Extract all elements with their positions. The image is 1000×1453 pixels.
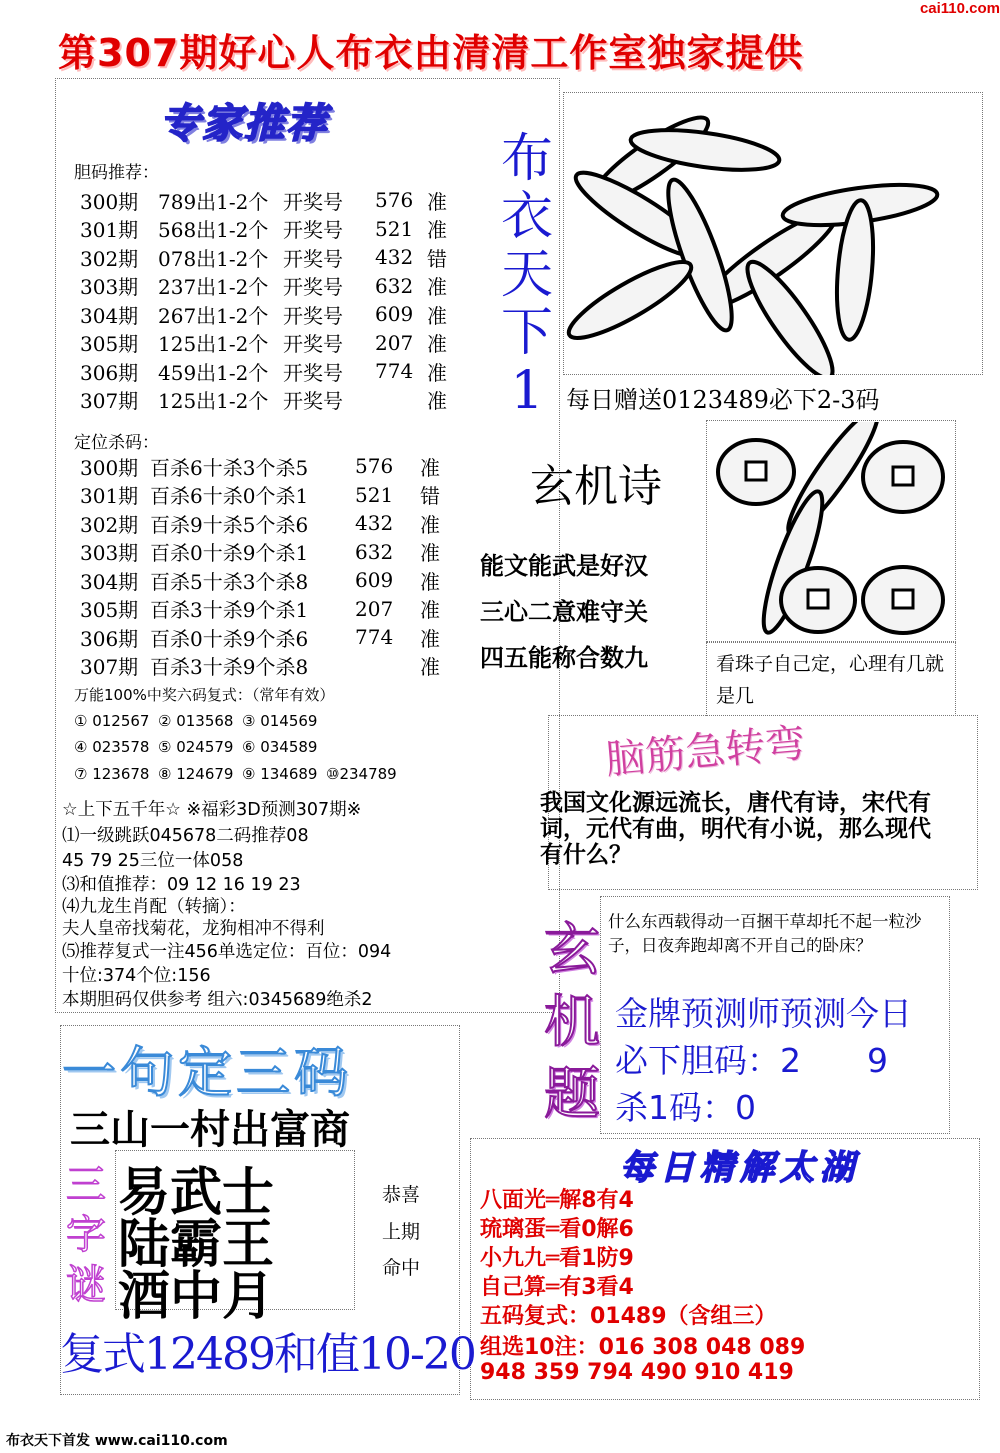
kill-row [80,566,480,595]
history-line: 夫人皇帝找菊花，龙狗相冲不得利 [62,919,325,939]
riddle-word: 酒中月 [118,1266,275,1327]
combo-item: ⑧ 124679 [158,765,234,783]
dan-hint: 078出1-2个 [158,246,269,271]
riddle-word: 陆霸王 [118,1214,275,1275]
riddle-text: 什么东西载得动一百捆干草却托不起一粒沙子，日夜奔跑却离不开自己的卧床？ [608,912,922,955]
bead-note: 看珠子自己定，心理有几就是几 [716,653,945,707]
taihu-line: 五码复式：01489（含组三） [480,1304,777,1329]
taihu-line: 八面光═解8有4 [480,1188,634,1213]
kill-row [80,652,480,681]
coin-hole [893,590,913,608]
kill-row [80,452,480,481]
congrats-text: 恭喜 [382,1184,421,1206]
congrats-text: 命中 [382,1257,421,1279]
footer-text: 布衣天下首发 www.cai110.com [6,1433,228,1449]
kill-result: 准 [420,455,440,480]
history-line: 十位:374个位:156 [62,966,211,986]
dan-result: 准 [427,275,447,300]
daily-gift: 每日赠送0123489必下2-3码 [566,386,880,414]
riddle-char: 机 [544,990,600,1055]
dan-row [80,300,480,329]
dan-draw-label: 开奖号 [283,303,343,328]
kill-period: 303期 [80,541,139,566]
taihu-line: 组选10注：016 308 048 089 [480,1335,806,1360]
taihu-line: 小九九═看1防9 [480,1246,634,1271]
kill-result: 错 [420,484,440,509]
yiju-phrase: 三山一村出富商 [70,1107,350,1153]
kill-number: 521 [355,482,394,507]
dan-number: 576 [375,188,414,213]
coins-illustration [708,422,954,640]
swastika-illustration [565,95,980,375]
dan-draw-label: 开奖号 [283,275,343,300]
dan-row [80,215,480,244]
kill-row [80,623,480,652]
riddle-word: 易武士 [118,1162,275,1223]
combo-heading: 万能100%中奖六码复式：（常年有效） [74,686,335,704]
combo-item: ⑤ 024579 [158,738,234,756]
poem-title: 玄机诗 [530,461,662,512]
history-line: ⑴一级跳跃045678二码推荐08 [62,826,309,846]
brain-heading: 脑筋急转弯 [603,720,807,784]
kill-period: 302期 [80,512,139,537]
sanzi-char: 三 [66,1162,106,1208]
dan-hint: 459出1-2个 [158,360,269,385]
history-line: 45 79 25三位一体058 [62,851,244,871]
dan-period: 305期 [80,332,139,357]
kill-period: 304期 [80,569,139,594]
buyi-char: 1 [510,361,544,421]
dan-draw-label: 开奖号 [283,332,343,357]
dan-draw-label: 开奖号 [283,389,343,414]
coin-hole [893,467,913,485]
dan-label: 胆码推荐： [74,163,159,183]
coin-hole [808,590,828,608]
kill-label: 定位杀码： [74,433,159,453]
kill-row [80,595,480,624]
kill-table [80,452,480,680]
oval-stick [565,250,699,349]
sanzi-char: 谜 [66,1262,106,1308]
site-badge: cai110.com [919,0,1000,17]
kill-text: 百杀5十杀3个杀8 [150,569,309,594]
dan-number: 609 [375,302,414,327]
dan-hint: 789出1-2个 [158,189,269,214]
kill-row [80,509,480,538]
coin-hole [746,462,766,480]
poem-line: 四五能称合数九 [480,644,648,672]
dan-hint: 125出1-2个 [158,332,269,357]
kill-period: 305期 [80,598,139,623]
kill-text: 百杀0十杀9个杀1 [150,541,309,566]
dan-result: 准 [427,218,447,243]
dan-hint: 125出1-2个 [158,389,269,414]
kill-result: 准 [420,541,440,566]
dan-period: 306期 [80,360,139,385]
buyi-char: 布 [500,129,553,189]
combo-item: ④ 023578 [74,738,150,756]
riddle-char: 题 [544,1062,600,1127]
buyi-char: 衣 [500,187,553,247]
dan-row [80,272,480,301]
dan-draw-label: 开奖号 [283,360,343,385]
kill-number: 207 [355,596,394,621]
kill-number: 609 [355,568,394,593]
yiju-heading: 一句定三码 [62,1041,352,1104]
sanzi-char: 字 [66,1212,106,1258]
taihu-line: 948 359 794 490 910 419 [480,1360,794,1385]
kill-period: 307期 [80,655,139,680]
kill-row [80,538,480,567]
dan-table [80,186,480,414]
sanzi-vertical [62,1160,110,1310]
congrats-text: 上期 [382,1221,421,1243]
combo-item: ③ 014569 [242,712,318,730]
dan-number: 774 [375,359,414,384]
dan-hint: 267出1-2个 [158,303,269,328]
kill-result: 准 [420,598,440,623]
dan-row [80,386,480,415]
taihu-heading: 每日精解太湖 [620,1148,860,1188]
dan-hint: 237出1-2个 [158,275,269,300]
kill-number: 576 [355,454,394,479]
dan-result: 准 [427,189,447,214]
dan-period: 307期 [80,389,139,414]
fushi-line: 复式12489和值10-20 [60,1329,475,1380]
dan-hint: 568出1-2个 [158,218,269,243]
expert-heading: 专家推荐 [160,101,328,147]
kill-text: 百杀3十杀9个杀8 [150,655,309,680]
kill-result: 准 [420,512,440,537]
kill-text: 百杀6十杀0个杀1 [150,484,309,509]
kill-number: 632 [355,539,394,564]
dan-row [80,329,480,358]
kill-period: 301期 [80,484,139,509]
dan-row [80,186,480,215]
dan-result: 准 [427,360,447,385]
riddle-char: 玄 [544,918,600,983]
combo-row [74,738,326,756]
dan-draw-label: 开奖号 [283,218,343,243]
dan-draw-label: 开奖号 [283,246,343,271]
buyi-char: 下 [500,303,553,363]
kill-number: 774 [355,625,394,650]
dan-number: 521 [375,216,414,241]
taihu-line: 自己算═有3看4 [480,1275,634,1300]
dan-period: 304期 [80,303,139,328]
kill-period: 300期 [80,455,139,480]
kill-text: 百杀0十杀9个杀6 [150,626,309,651]
dan-result: 错 [427,246,447,271]
kill-result: 准 [420,569,440,594]
kill-period: 306期 [80,626,139,651]
dan-number: 632 [375,273,414,298]
dan-result: 准 [427,303,447,328]
kill-row [80,481,480,510]
oval-stick [736,253,844,375]
history-line: ⑶和值推荐：09 12 16 19 23 [62,875,301,895]
dan-row [80,357,480,386]
gold-line: 杀1码：0 [615,1088,756,1127]
combo-item: ⑨ 134689 [242,765,318,783]
dan-period: 301期 [80,218,139,243]
brain-question: 我国文化源远流长，唐代有诗，宋代有词，元代有曲，明代有小说，那么现代有什么？ [540,790,931,868]
kill-text: 百杀3十杀9个杀1 [150,598,309,623]
history-line: 本期胆码仅供参考 组六:0345689绝杀2 [62,990,373,1010]
dan-number: 207 [375,330,414,355]
dan-draw-label: 开奖号 [283,189,343,214]
oval-stick [657,174,744,336]
dan-period: 300期 [80,189,139,214]
combo-row [74,765,410,783]
buyi-char: 天 [500,245,553,305]
history-line: ⑷九龙生肖配（转摘）： [62,897,246,917]
gold-line: 必下胆码：2 9 [615,1041,888,1080]
combo-item: ⑩234789 [326,765,397,783]
combo-item: ⑥ 034589 [242,738,318,756]
kill-text: 百杀6十杀3个杀5 [150,455,309,480]
combo-item: ① 012567 [74,712,150,730]
buyi-vertical-title [492,130,562,420]
combo-item: ② 013568 [158,712,234,730]
page-title: 第307期好心人布衣由清清工作室独家提供 [58,31,804,75]
dan-row [80,243,480,272]
history-line: ⑸推荐复式一注456单选定位：百位：094 [62,942,392,962]
history-line: ☆上下五千年☆ ※福彩3D预测307期※ [62,800,362,820]
dan-result: 准 [427,389,447,414]
kill-result: 准 [420,655,440,680]
kill-text: 百杀9十杀5个杀6 [150,512,309,537]
combo-item: ⑦ 123678 [74,765,150,783]
poem-line: 能文能武是好汉 [480,552,648,580]
dan-period: 303期 [80,275,139,300]
dan-period: 302期 [80,246,139,271]
combo-row [74,712,326,730]
riddle-vertical-title [540,915,604,1131]
dan-result: 准 [427,332,447,357]
kill-number: 432 [355,511,394,536]
kill-result: 准 [420,626,440,651]
poem-line: 三心二意难守关 [480,598,648,626]
dan-number: 432 [375,245,414,270]
gold-line: 金牌预测师预测今日 [615,994,912,1033]
taihu-line: 琉璃蛋═看0解6 [480,1217,634,1242]
